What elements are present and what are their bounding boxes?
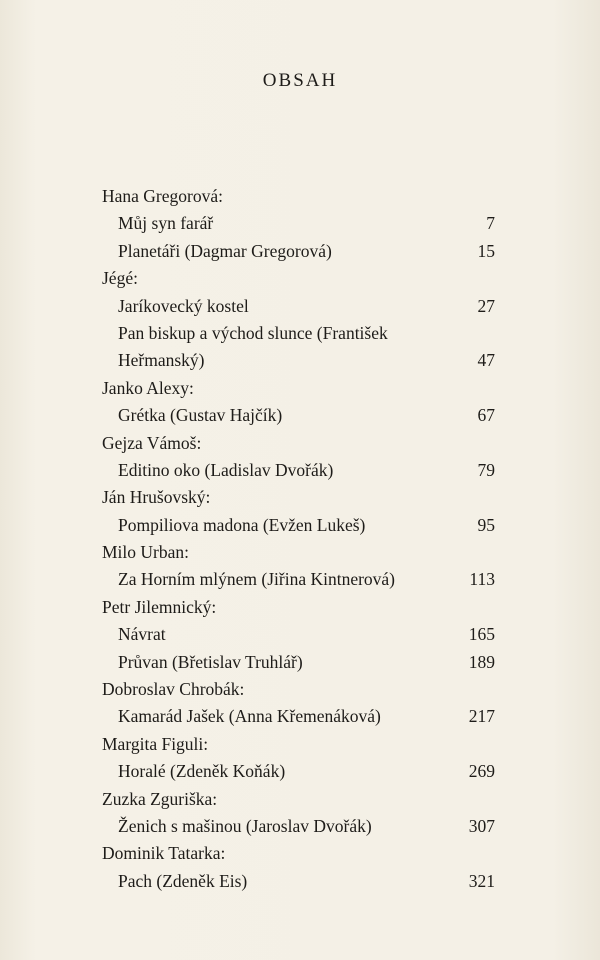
- toc-entry: [102, 347, 495, 374]
- author-name: Zuzka Zguriška:: [102, 788, 218, 809]
- page-number: 321: [468, 870, 495, 891]
- page-number: 165: [468, 624, 495, 645]
- work-title: Jaríkovecký kostel: [118, 295, 249, 316]
- page-number: 27: [477, 295, 495, 316]
- page-number: 47: [477, 350, 495, 371]
- author-name: Gejza Vámoš:: [102, 432, 202, 453]
- work-title: Průvan (Břetislav Truhlář): [118, 651, 303, 672]
- table-of-contents: [102, 183, 495, 895]
- page-number: 113: [469, 569, 495, 590]
- toc-entry: [102, 703, 495, 730]
- toc-author: [102, 786, 495, 813]
- page-number: 189: [468, 651, 495, 672]
- page-number: 7: [486, 213, 495, 234]
- author-name: Janko Alexy:: [102, 377, 194, 398]
- work-title: Ženich s mašinou (Jaroslav Dvořák): [118, 815, 372, 836]
- toc-entry: [102, 566, 495, 593]
- toc-author: [102, 265, 495, 292]
- work-title: Editino oko (Ladislav Dvořák): [118, 459, 334, 480]
- toc-author: [102, 375, 495, 402]
- page-number: 67: [477, 405, 495, 426]
- author-name: Milo Urban:: [102, 542, 190, 563]
- page-title: OBSAH: [262, 70, 338, 91]
- work-title: Návrat: [118, 624, 166, 645]
- author-name: Petr Jilemnický:: [102, 596, 217, 617]
- page-number: 307: [468, 815, 495, 836]
- toc-author: [102, 183, 495, 210]
- toc-entry: [102, 649, 495, 676]
- toc-entry: [102, 868, 495, 895]
- page-number: 269: [468, 761, 495, 782]
- work-title: Pach (Zdeněk Eis): [118, 870, 248, 891]
- toc-author: [102, 731, 495, 758]
- work-title: Grétka (Gustav Hajčík): [118, 405, 283, 426]
- work-title: Planetáři (Dagmar Gregorová): [118, 240, 332, 261]
- toc-author: [102, 539, 495, 566]
- toc-author: [102, 676, 495, 703]
- toc-entry: [102, 758, 495, 785]
- toc-entry: [102, 621, 495, 648]
- author-name: Dominik Tatarka:: [102, 843, 226, 864]
- toc-entry: [102, 457, 495, 484]
- author-name: Jégé:: [102, 268, 138, 289]
- toc-entry: [102, 238, 495, 265]
- toc-entry: [102, 293, 495, 320]
- work-title: Heřmanský): [118, 350, 205, 371]
- work-title: Pompiliova madona (Evžen Lukeš): [118, 514, 366, 535]
- author-name: Dobroslav Chrobák:: [102, 679, 245, 700]
- work-title: Můj syn farář: [118, 213, 214, 234]
- toc-author: [102, 484, 495, 511]
- toc-author: [102, 594, 495, 621]
- toc-entry: [102, 210, 495, 237]
- author-name: Margita Figuli:: [102, 733, 209, 754]
- work-title: Horalé (Zdeněk Koňák): [118, 761, 286, 782]
- work-title: Pan biskup a východ slunce (František: [118, 322, 388, 343]
- toc-entry: [102, 320, 495, 347]
- author-name: Ján Hrušovský:: [102, 487, 211, 508]
- toc-author: [102, 430, 495, 457]
- work-title: Za Horním mlýnem (Jiřina Kintnerová): [118, 569, 396, 590]
- page-number: 79: [477, 459, 495, 480]
- work-title: Kamarád Jašek (Anna Křemenáková): [118, 706, 381, 727]
- page-number: 15: [477, 240, 495, 261]
- author-name: Hana Gregorová:: [102, 186, 223, 206]
- toc-entry: [102, 402, 495, 429]
- toc-entry: [102, 813, 495, 840]
- toc-author: [102, 840, 495, 867]
- page-number: 217: [468, 706, 495, 727]
- page-number: 95: [477, 514, 495, 535]
- toc-entry: [102, 512, 495, 539]
